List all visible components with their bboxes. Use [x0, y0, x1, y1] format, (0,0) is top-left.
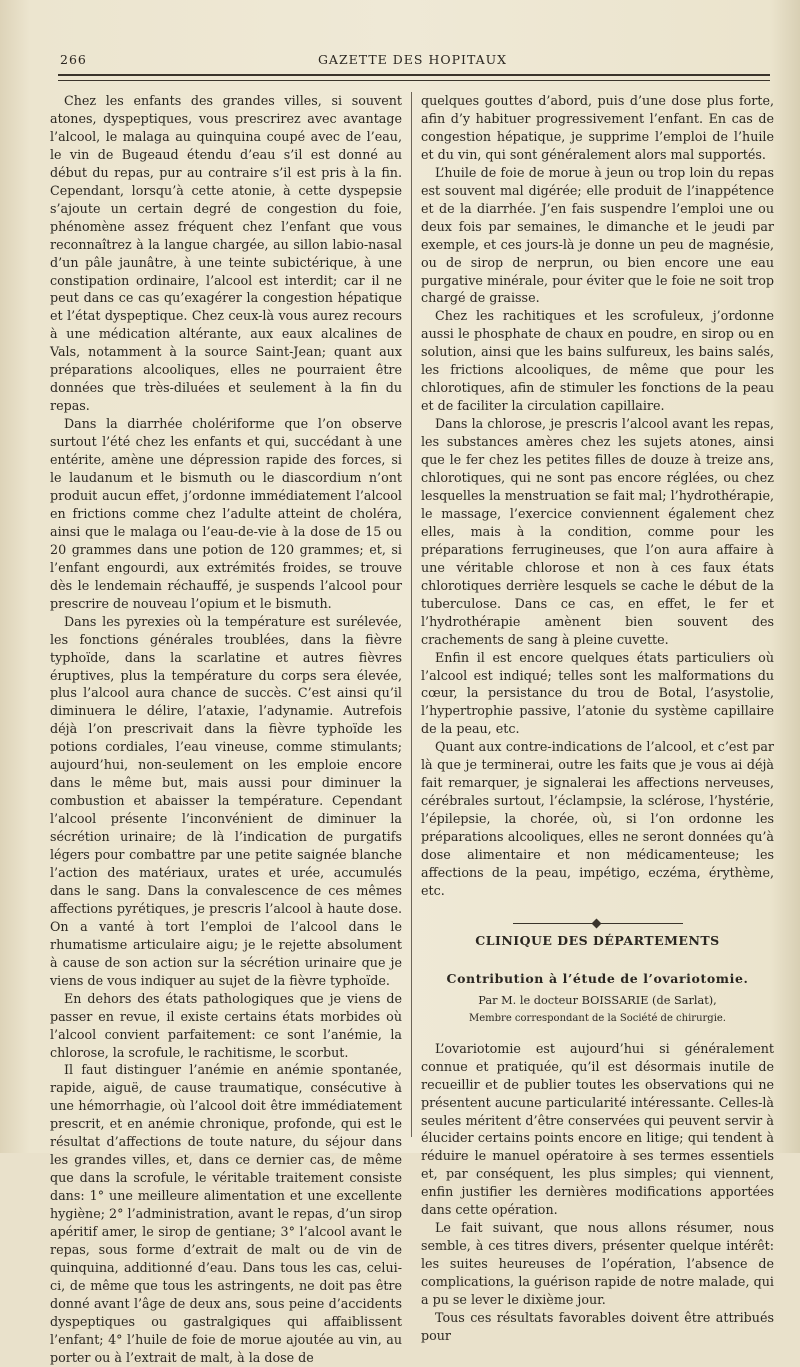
header-rule	[58, 74, 770, 81]
paragraph: L’huile de foie de morue à jeun ou trop loin du repas est souvent mal digérée; elle produit de l’inappétence et de la diarrhée. J’en fais suspendre l’emploi une ou deux fois par semaines, le dimanche et le jeudi par exemple, et ces jours-là je donne un peu de magnésie, ou de sirop de nerprun, ou bien encore une eau purgative minérale, pour éviter que le foie ne soit trop chargé de graisse.	[421, 164, 774, 306]
paragraph: En dehors des états pathologiques que je viens de passer en revue, il existe certains états morbides où l’alcool convient parfaitement: ce sont l’anémie, la chlorose, la scrofule, le rachitisme, le scorbut.	[50, 990, 402, 1060]
paragraph: Quant aux contre-indications de l’alcool, et c’est par là que je terminerai, outre les faits que je vous ai déjà fait remarquer, je signalerai les affections nerveuses, cérébrales surtout, l’éclampsie, la sclérose, l’hystérie, l’épilepsie, la chorée, où, si l’on ordonne les préparations alcooliques, elles ne seront données qu’à dose alimentaire et non médicamenteuse; les affections de la peau, impétigo, eczéma, érythème, etc.	[421, 739, 774, 898]
page-number: 266	[60, 52, 87, 67]
paragraph: Dans les pyrexies où la température est surélevée, les fonctions générales troublées, dans la fièvre typhoïde, dans la scarlatine et autres fièvres éruptives, plus la température du corps sera élevée, plus l’alcool aura chance de succès. C’est ainsi qu’il diminuera le délire, l’ataxie, l’adynamie. Autrefois déjà l’on prescrivait dans la fièvre typhoïde les potions cordiales, l’eau vineuse, comme stimulants; aujourd’hui, non-seulement on les emploie encore dans le même but, mais aussi pour diminuer la combustion et abaisser la température. Cependant l’alcool présente l’inconvénient de diminuer la sécrétion urinaire; de là l’indication de purgatifs légers pour combattre par une petite saignée blanche l’action des matériaux, urates et urée, accumulés dans le sang. Dans la convalescence de ces mêmes affections pyrétiques, je prescris l’alcool à haute dose. On a vanté à tort l’emploi de l’alcool dans le rhumatisme articulaire aigu; je le rejette absolument à cause de son action sur la sécrétion urinaire que je viens de vous indiquer au sujet de la fièvre typhoïde.	[50, 613, 402, 988]
continued-paragraph: quelques gouttes d’abord, puis d’une dose plus forte, afin d’y habituer progressivement l’enfant. En cas de congestion hépatique, je supprime l’emploi de l’huile et du vin, qui sont généralement alors mal supportés.	[421, 93, 774, 162]
column-divider	[411, 92, 412, 1137]
section-heading: CLINIQUE DES DÉPARTEMENTS	[475, 932, 720, 948]
paragraph: Le fait suivant, que nous allons résumer, nous semble, à ces titres divers, présenter quelque intérêt: les suites heureuses de l’opération, l’absence de complications, la guérison rapide de notre malade, qui a pu se lever le dixième jour.	[421, 1220, 774, 1308]
paragraph: Tous ces résultats favorables doivent être attribués pour	[421, 1310, 774, 1343]
paragraph: Dans la chlorose, je prescris l’alcool avant les repas, les substances amères chez les sujets atones, ainsi que le fer chez les petites filles de douze à treize ans, chlorotiques, qui ne sont pas encore réglées, ou chez lesquelles la menstruation se fait mal; l’hydrothérapie, le massage, l’exercice conviennent également chez elles, mais à la condition, comme pour les préparations ferrugineuses, que l’on aura affaire à une véritable chlorose et non à ces faux états chlorotiques derrière lesquels se cache le début de la tuberculose. Dans ce cas, en effet, le fer et l’hydrothérapie amènent bien souvent des crachements de sang à pleine cuvette.	[421, 416, 774, 647]
paragraph: Il faut distinguer l’anémie en anémie spontanée, rapide, aiguë, de cause traumatique, consécutive à une hémorrhagie, où l’alcool doit être immédiatement prescrit, et en anémie chronique, profonde, qui est le résultat d’affections de toute nature, du séjour dans les grandes villes, et, dans ce dernier cas, de même que dans la scrofule, le véritable traitement consiste dans: 1° une meilleure alimentation et une excellente hygiène; 2° l’administration, avant le repas, d’un sirop apéritif amer, le sirop de gentiane; 3° l’alcool avant le repas, sous forme d’extrait de malt ou de vin de quinquina, additionné d’eau. Dans tous les cas, celui-ci, de même que tous les astringents, ne doit pas être donné avant l’âge de deux ans, sous peine d’accidents dyspeptiques ou gastralgiques qui affaiblissent l’enfant; 4° l’huile de foie de morue ajoutée au vin, au porter ou à l’extrait de malt, à la dose de	[50, 1062, 402, 1365]
paragraph: Chez les enfants des grandes villes, si souvent atones, dyspeptiques, vous prescrirez avec avantage l’alcool, le malaga au quinquina coupé avec de l’eau, le vin de Bugeaud étendu d’eau s’il est donné au début du repas, pur au contraire s’il est pris à la fin. Cependant, lorsqu’à cette atonie, à cette dyspepsie s’ajoute un certain degré de congestion du foie, phénomène assez fréquent chez l’enfant que vous reconnaîtrez à la langue chargée, au sillon labio-nasal d’un pâle jaunâtre, à une teinte subictérique, à une constipation ordinaire, l’alcool est interdit; car il ne peut dans ce cas qu’exagérer la congestion hépatique et l’état dyspeptique. Chez ceux-là vous aurez recours à une médication altérante, aux eaux alcalines de Vals, notamment à la source Saint-Jean; quant aux préparations alcooliques, elles ne pourraient être données que très-diluées et seulement à la fin du repas.	[50, 93, 402, 414]
diamond-ornament-icon	[591, 918, 601, 928]
section-separator	[421, 914, 774, 920]
paragraph: Enfin il est encore quelques états particuliers où l’alcool est indiqué; telles sont les malformations du cœur, la persistance du trou de Botal, l’asystolie, l’hypertrophie passive, l’atonie du système capillaire de la peau, etc.	[421, 649, 774, 737]
page-header	[60, 52, 765, 72]
article-byline: Par M. le docteur BOISSARIE (de Sarlat),	[478, 993, 717, 1007]
journal-title: GAZETTE DES HOPITAUX	[317, 52, 508, 67]
right-column	[421, 92, 774, 1345]
paragraph: Chez les rachitiques et les scrofuleux, j’ordonne aussi le phosphate de chaux en poudre, en sirop ou en solution, ainsi que les bains sulfureux, les bains salés, les frictions alcooliques, de même que pour les chlorotiques, afin de stimuler les fonctions de la peau et de faciliter la circulation capillaire.	[421, 308, 774, 414]
article-title: Contribution à l’étude de l’ovariotomie.	[446, 970, 749, 986]
author-affiliation: Membre correspondant de la Société de chirurgie.	[469, 1012, 726, 1024]
paragraph: L’ovariotomie est aujourd’hui si généralement connue et pratiquée, qu’il est désormais inutile de recueillir et de publier toutes les observations qui ne présentent aucune particularité intéressante. Celles-là seules méritent d’être conservées qui peuvent servir à élucider certains points encore en litige; qui tendent à réduire le manuel opératoire à ses termes essentiels et, par conséquent, les plus simples; qui viennent, enfin justifier les dernières modifications apportées dans cette opération.	[421, 1040, 774, 1218]
left-column	[50, 92, 402, 1367]
paragraph: Dans la diarrhée cholériforme que l’on observe surtout l’été chez les enfants et qui, succédant à une entérite, amène une dépression rapide des forces, si le laudanum et le bismuth ou le diascordium n’ont produit aucun effet, j’ordonne immédiatement l’alcool en frictions comme chez l’adulte atteint de choléra, ainsi que le malaga ou l’eau-de-vie à la dose de 15 ou 20 grammes dans une potion de 120 grammes; et, si l’enfant engourdi, aux extrémités froides, se trouve dès le lendemain réchauffé, je suspends l’alcool pour prescrire de nouveau l’opium et le bismuth.	[50, 416, 402, 611]
